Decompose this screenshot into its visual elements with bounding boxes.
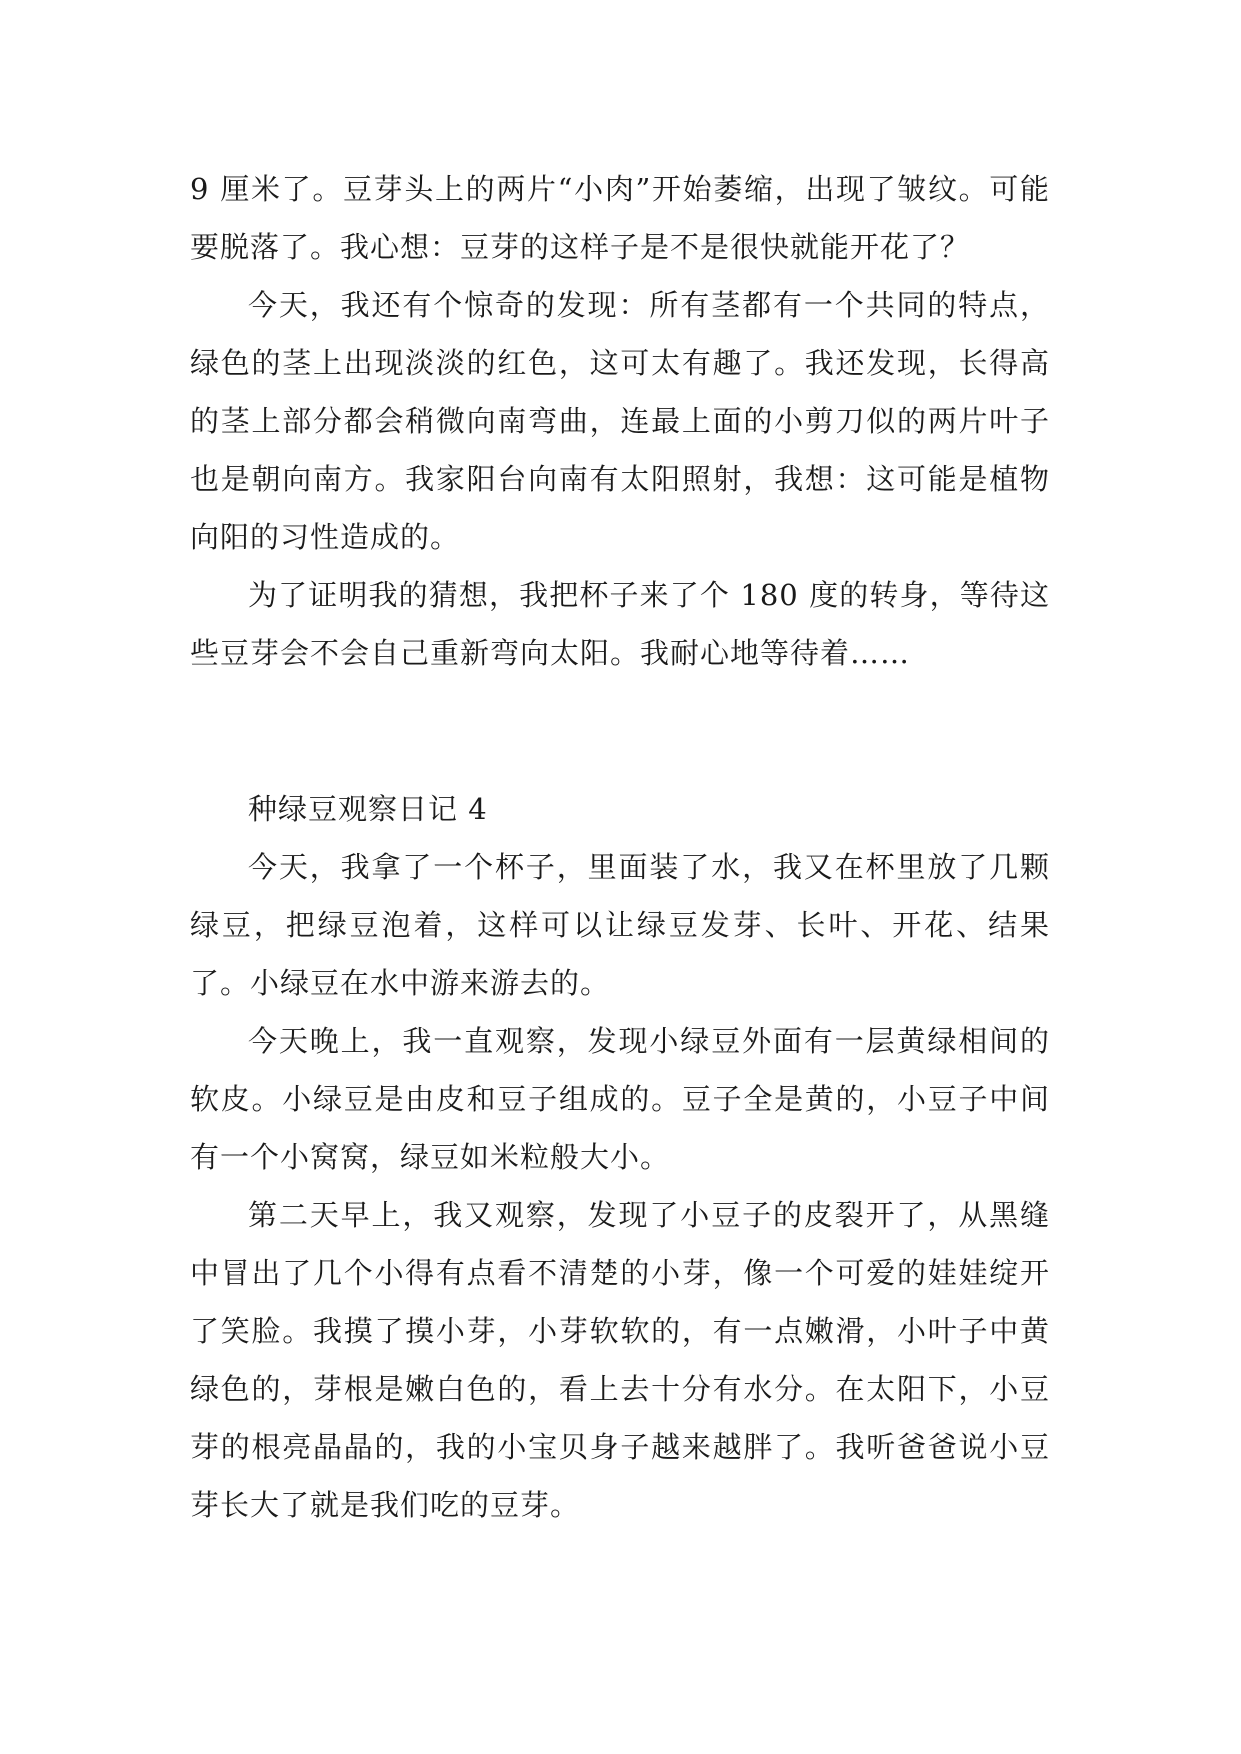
diary-entry-4 <box>190 780 1050 1534</box>
paragraph: 今天，我拿了一个杯子，里面装了水，我又在杯里放了几颗绿豆，把绿豆泡着，这样可以让绿豆发芽、长叶、开花、结果了。小绿豆在水中游来游去的。 <box>190 850 1050 1000</box>
paragraph: 今天晚上，我一直观察，发现小绿豆外面有一层黄绿相间的软皮。小绿豆是由皮和豆子组成的。豆子全是黄的，小豆子中间有一个小窝窝，绿豆如米粒般大小。 <box>190 1024 1050 1174</box>
diary-entry-3-continuation <box>190 160 1050 682</box>
paragraph: 第二天早上，我又观察，发现了小豆子的皮裂开了，从黑缝中冒出了几个小得有点看不清楚的小芽，像一个可爱的娃娃绽开了笑脸。我摸了摸小芽，小芽软软的，有一点嫩滑，小叶子中黄绿色的，芽根是嫩白色的，看上去十分有水分。在太阳下，小豆芽的根亮晶晶的，我的小宝贝身子越来越胖了。我听爸爸说小豆芽长大了就是我们吃的豆芽。 <box>190 1198 1050 1522</box>
paragraph: 今天，我还有个惊奇的发现：所有茎都有一个共同的特点，绿色的茎上出现淡淡的红色，这可太有趣了。我还发现，长得高的茎上部分都会稍微向南弯曲，连最上面的小剪刀似的两片叶子也是朝向南方。我家阳台向南有太阳照射，我想：这可能是植物向阳的习性造成的。 <box>190 288 1050 554</box>
paragraph: 为了证明我的猜想，我把杯子来了个 180 度的转身，等待这些豆芽会不会自己重新弯向太阳。我耐心地等待着…… <box>190 578 1050 670</box>
paragraph: 9 厘米了。豆芽头上的两片“小肉”开始萎缩，出现了皱纹。可能要脱落了。我心想：豆芽的这样子是不是很快就能开花了？ <box>190 172 1050 264</box>
entry-title: 种绿豆观察日记 4 <box>248 792 488 826</box>
